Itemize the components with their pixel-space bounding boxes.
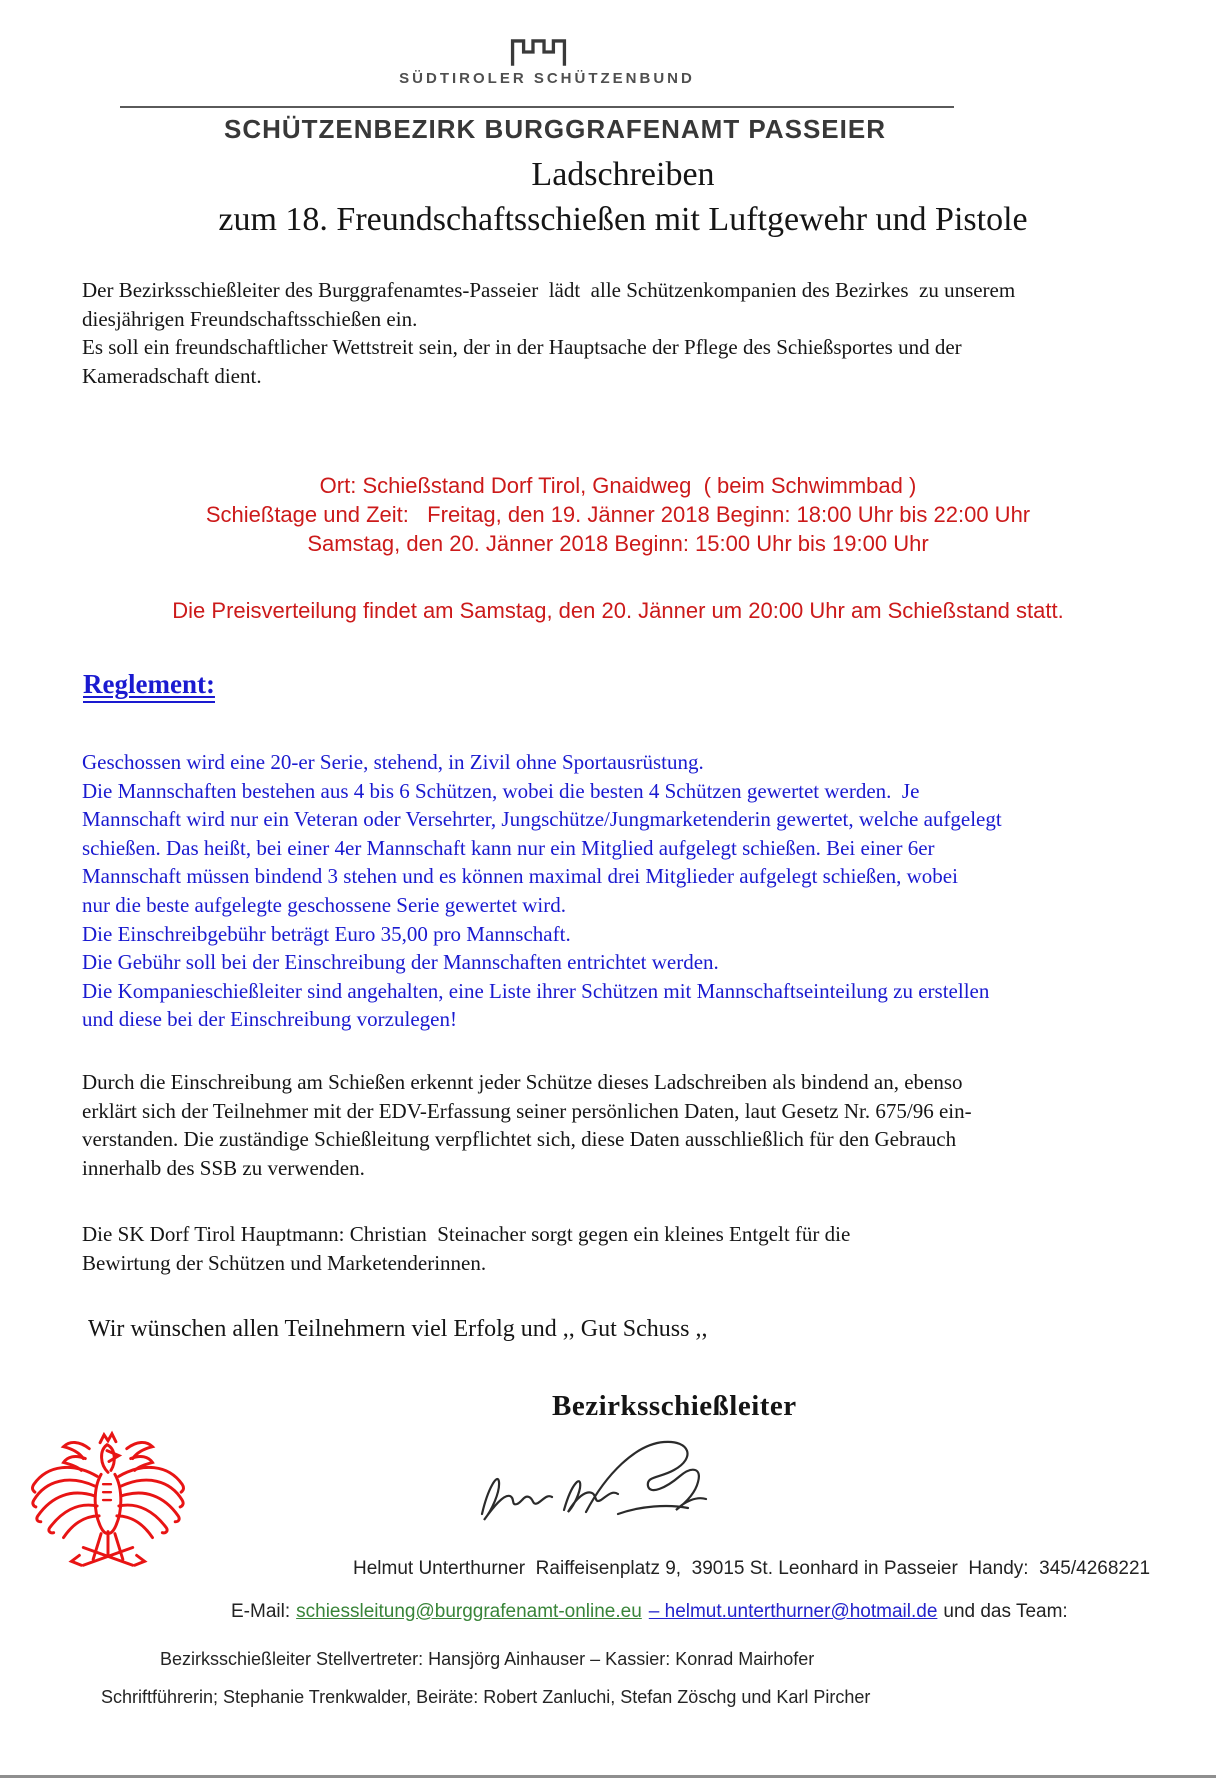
team-line-2: Schriftführerin; Stephanie Trenkwalder, Beiräte: Robert Zanluchi, Stefan Zöschg und Karl Pircher xyxy=(101,1687,871,1707)
tyrolean-eagle-icon xyxy=(24,1428,192,1578)
hosting-line: Bewirtung der Schützen und Marketenderinnen. xyxy=(82,1250,487,1275)
intro-line: Es soll ein freundschaftlicher Wettstreit sein, der in der Hauptsache der Pflege des Schießsportes und der xyxy=(82,335,962,360)
hosting-line: Die SK Dorf Tirol Hauptmann: Christian Steinacher sorgt gegen ein kleines Entgelt für die xyxy=(82,1222,851,1246)
document-title xyxy=(30,152,1216,242)
hosting-paragraph xyxy=(82,1220,850,1277)
contact-line: Helmut Unterthurner Raiffeisenplatz 9, 39015 St. Leonhard in Passeier Handy: 345/4268221 xyxy=(353,1558,1151,1579)
event-date-line-1: Schießtage und Zeit: Freitag, den 19. Jänner 2018 Beginn: 18:00 Uhr bis 22:00 Uhr xyxy=(205,502,1031,527)
intro-line: Der Bezirksschießleiter des Burggrafenamtes-Passeier lädt alle Schützenkompanien des Bezirkes zu unserem xyxy=(82,278,1016,302)
privacy-line: erklärt sich der Teilnehmer mit der EDV-Erfassung seiner persönlichen Daten, laut Gesetz Nr. 675/96 ein- xyxy=(82,1098,972,1123)
intro-line: diesjährigen Freundschaftsschießen ein. xyxy=(82,306,418,331)
header-divider xyxy=(120,106,954,108)
reglement-rules xyxy=(82,748,1002,1034)
role-heading: Bezirksschießleiter xyxy=(552,1390,797,1422)
email-link-secondary[interactable]: – helmut.unterthurner@hotmail.de xyxy=(648,1601,938,1622)
title-line-2: zum 18. Freundschaftsschießen mit Luftgewehr und Pistole xyxy=(218,201,1028,238)
email-label: E-Mail: xyxy=(231,1601,291,1622)
email-link-primary[interactable]: schiessleitung@burggrafenamt-online.eu xyxy=(296,1601,642,1622)
rule-line: Mannschaft müssen bindend 3 stehen und es können maximal drei Mitglieder aufgelegt schießen, wobei xyxy=(82,864,958,889)
email-suffix: und das Team: xyxy=(943,1601,1068,1622)
email-line xyxy=(231,1601,1068,1623)
rule-line: Mannschaft wird nur ein Veteran oder Versehrter, Jungschütze/Jungmarketenderin gewertet, welche aufgelegt xyxy=(82,807,1002,832)
intro-paragraph xyxy=(82,276,1015,390)
rule-line: schießen. Das heißt, bei einer 4er Mannschaft kann nur ein Mitglied aufgelegt schießen. Bei einer 6er xyxy=(82,835,935,860)
rule-line: nur die beste aufgelegte geschossene Serie gewertet wird. xyxy=(82,892,566,917)
ssb-crest-icon xyxy=(500,36,577,68)
reglement-heading: Reglement: xyxy=(83,669,215,703)
rule-line: Die Kompanieschießleiter sind angehalten, eine Liste ihrer Schützen mit Mannschaftseinteilung zu erstellen xyxy=(82,978,990,1003)
district-heading: SCHÜTZENBEZIRK BURGGRAFENAMT PASSEIER xyxy=(224,114,886,144)
privacy-line: verstanden. Die zuständige Schießleitung verpflichtet sich, diese Daten ausschließlich für den Gebrauch xyxy=(82,1127,957,1152)
rule-line: Die Einschreibgebühr beträgt Euro 35,00 pro Mannschaft. xyxy=(82,921,571,946)
rule-line: Geschossen wird eine 20-er Serie, stehend, in Zivil ohne Sportausrüstung. xyxy=(82,750,704,774)
rule-line: Die Gebühr soll bei der Einschreibung der Mannschaften entrichtet werden. xyxy=(82,950,719,975)
rule-line: Die Mannschaften bestehen aus 4 bis 6 Schützen, wobei die besten 4 Schützen gewertet werden. Je xyxy=(82,778,920,803)
privacy-paragraph xyxy=(82,1068,972,1182)
team-line-1: Bezirksschießleiter Stellvertreter: Hansjörg Ainhauser – Kassier: Konrad Mairhofer xyxy=(160,1649,815,1669)
event-info xyxy=(20,471,1216,558)
wish-line: Wir wünschen allen Teilnehmern viel Erfolg und ,, Gut Schuss ,, xyxy=(88,1316,708,1342)
event-date-line-2: Samstag, den 20. Jänner 2018 Beginn: 15:00 Uhr bis 19:00 Uhr xyxy=(307,531,929,556)
event-location-line: Ort: Schießstand Dorf Tirol, Gnaidweg ( beim Schwimmbad ) xyxy=(319,473,917,498)
prize-ceremony-line: Die Preisverteilung findet am Samstag, den 20. Jänner um 20:00 Uhr am Schießstand statt. xyxy=(172,598,1064,623)
title-line-1: Ladschreiben xyxy=(531,156,715,193)
intro-line: Kameradschaft dient. xyxy=(82,363,262,388)
rule-line: und diese bei der Einschreibung vorzulegen! xyxy=(82,1007,457,1032)
privacy-line: innerhalb des SSB zu verwenden. xyxy=(82,1155,365,1180)
handwritten-signature xyxy=(468,1432,733,1537)
org-name: SÜDTIROLER SCHÜTZENBUND xyxy=(399,70,695,87)
privacy-line: Durch die Einschreibung am Schießen erkennt jeder Schütze dieses Ladschreiben als bindend an, ebenso xyxy=(82,1070,963,1094)
